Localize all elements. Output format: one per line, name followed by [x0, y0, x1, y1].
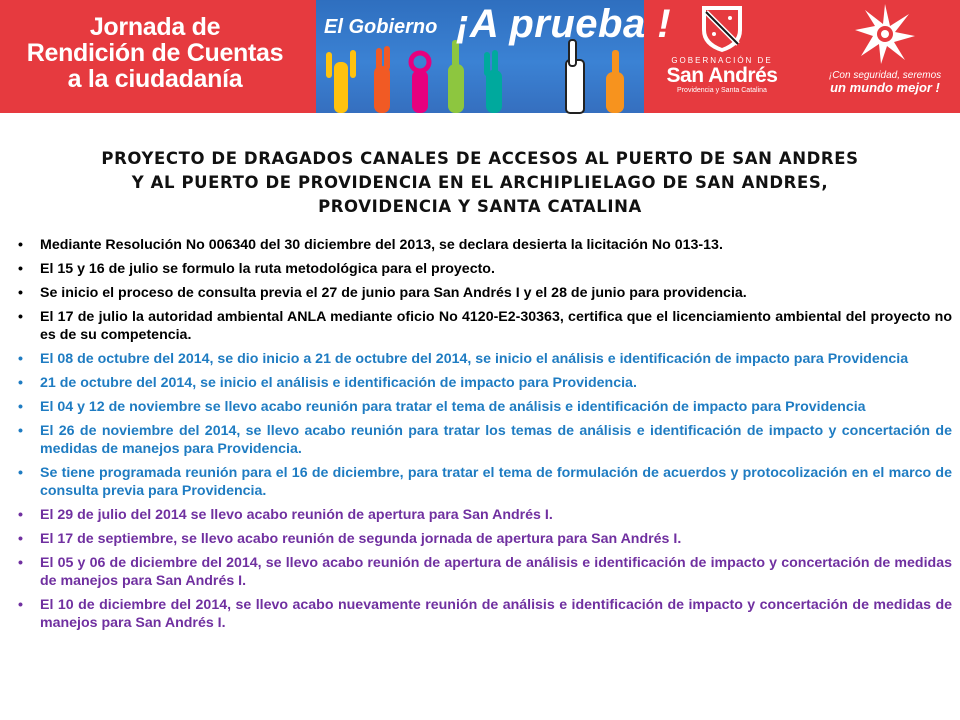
bullet-icon: • — [18, 351, 23, 367]
government-name: San Andrés — [666, 64, 778, 87]
bullet-icon: • — [18, 375, 23, 391]
bullet-icon: • — [18, 423, 23, 439]
header-banner — [0, 0, 960, 113]
list-item-text: El 15 y 16 de julio se formulo la ruta metodológica para el proyecto. — [40, 261, 495, 277]
campaign-slogan: ¡A prueba ! — [456, 2, 672, 46]
list-item-text: El 29 de julio del 2014 se llevo acabo reunión de apertura para San Andrés I. — [40, 507, 553, 523]
list-item-text: El 26 de noviembre del 2014, se llevo acabo reunión para tratar los temas de análisis e identificación de impacto y concertación de medidas de manejos para Providencia. — [40, 423, 952, 457]
bullet-icon: • — [18, 555, 23, 571]
list-item-text: El 08 de octubre del 2014, se dio inicio a 21 de octubre del 2014, se inicio el análisis e identificación de impacto para Providencia — [40, 351, 909, 367]
government-prefix: GOBERNACIÓN DE — [671, 56, 773, 65]
list-item — [18, 506, 952, 524]
list-item-text: Se tiene programada reunión para el 16 de diciembre, para tratar el tema de formulación de acuerdos y protocolización en el marco de consulta previa para Providencia. — [40, 465, 952, 499]
list-item-text: El 17 de julio la autoridad ambiental ANLA mediante oficio No 4120-E2-30363, certifica que el licenciamiento ambiental del proyecto no es de su competencia. — [40, 309, 952, 343]
bullet-icon: • — [18, 237, 23, 253]
event-title-line: a la ciudadanía — [67, 65, 243, 93]
list-item — [18, 284, 952, 302]
list-item-text: El 05 y 06 de diciembre del 2014, se llevo acabo reunión de apertura de análisis e identificación de impacto y concertación de medidas de manejos para San Andrés I. — [40, 555, 952, 589]
list-item — [18, 464, 952, 500]
motto-line: un mundo mejor ! — [830, 80, 940, 95]
milestone-list — [18, 236, 952, 638]
motto-text — [810, 70, 960, 94]
bullet-icon: • — [18, 531, 23, 547]
list-item-text: El 17 de septiembre, se llevo acabo reunión de segunda jornada de apertura para San Andrés I. — [40, 531, 682, 547]
coat-of-arms-icon — [644, 0, 800, 56]
bullet-icon: • — [18, 285, 23, 301]
list-item — [18, 350, 952, 368]
government-logo — [644, 0, 800, 113]
list-item — [18, 596, 952, 632]
motto-line: ¡Con seguridad, seremos — [828, 70, 942, 81]
page-title — [20, 147, 940, 219]
event-title-line: Rendición de Cuentas — [26, 39, 284, 67]
list-item — [18, 398, 952, 416]
event-title-line: Jornada de — [89, 13, 221, 41]
list-item — [18, 236, 952, 254]
list-item-text: Mediante Resolución No 006340 del 30 diciembre del 2013, se declara desierta la licitación No 013-13. — [40, 237, 723, 253]
bullet-icon: • — [18, 465, 23, 481]
list-item — [18, 308, 952, 344]
page-title-line: Y AL PUERTO DE PROVIDENCIA EN EL ARCHIPLIELAGO DE SAN ANDRES, — [131, 173, 829, 192]
list-item — [18, 374, 952, 392]
campaign-logo — [316, 0, 672, 113]
list-item — [18, 422, 952, 458]
page-title-line: PROYECTO DE DRAGADOS CANALES DE ACCESOS AL PUERTO DE SAN ANDRES — [101, 149, 859, 168]
bullet-icon: • — [18, 399, 23, 415]
list-item-text: 21 de octubre del 2014, se inicio el análisis e identificación de impacto para Providencia. — [40, 375, 637, 391]
bullet-icon: • — [18, 597, 23, 613]
page-title-line: PROVIDENCIA Y SANTA CATALINA — [318, 197, 642, 216]
list-item — [18, 554, 952, 590]
sun-star-icon — [810, 0, 960, 68]
event-title — [0, 14, 310, 92]
bullet-icon: • — [18, 261, 23, 277]
motto-logo — [810, 0, 960, 113]
government-caption — [644, 56, 800, 94]
bullet-icon: • — [18, 309, 23, 325]
campaign-label: El Gobierno — [324, 16, 438, 38]
list-item-text: El 04 y 12 de noviembre se llevo acabo reunión para tratar el tema de análisis e identificación de impacto para Providencia — [40, 399, 866, 415]
list-item-text: Se inicio el proceso de consulta previa el 27 de junio para San Andrés I y el 28 de junio para providencia. — [40, 285, 747, 301]
list-item — [18, 260, 952, 278]
list-item-text: El 10 de diciembre del 2014, se llevo acabo nuevamente reunión de análisis e identificación de impacto y concertación de medidas de manejos para San Andrés I. — [40, 597, 952, 631]
bullet-icon: • — [18, 507, 23, 523]
government-subtitle: Providencia y Santa Catalina — [677, 87, 767, 94]
list-item — [18, 530, 952, 548]
